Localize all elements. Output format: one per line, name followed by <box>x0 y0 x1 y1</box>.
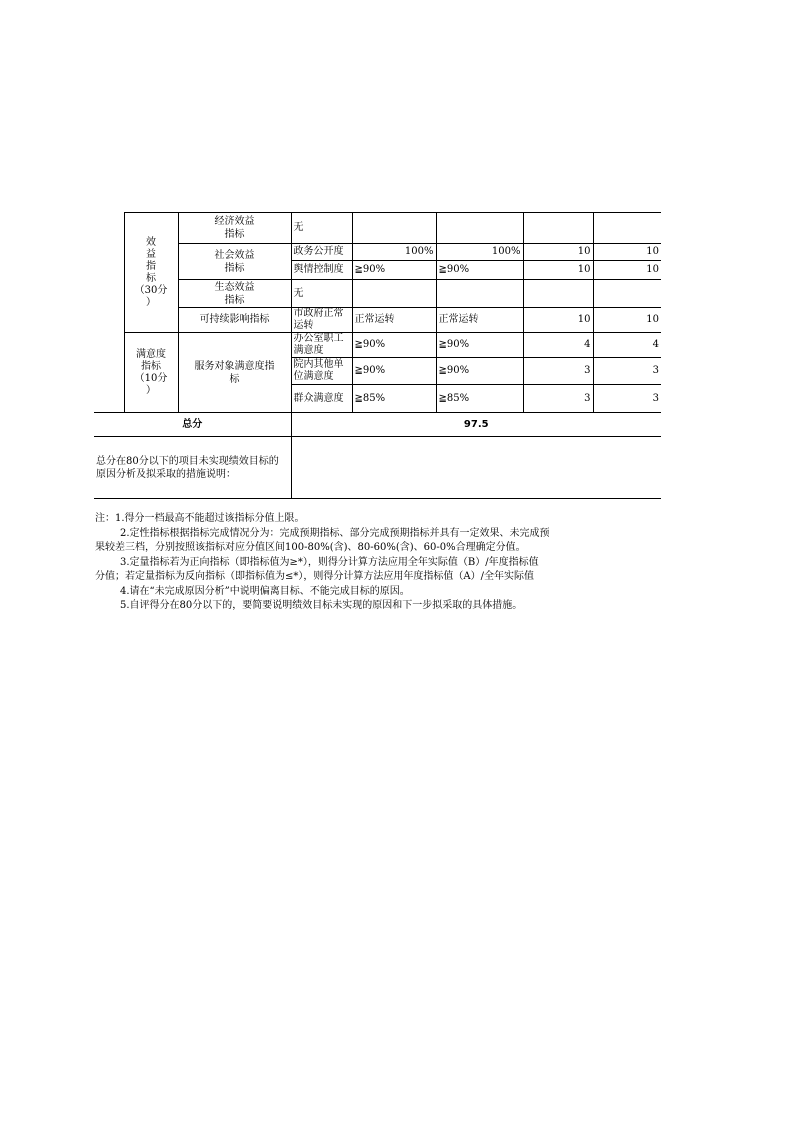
ecological-indicator-label: 生态效益 指标 <box>214 281 255 306</box>
benefit-group-line: 效 <box>146 236 156 248</box>
actual-cell <box>436 213 523 244</box>
note-line: 3.定量指标若为正向指标（即指标值为≥*），则得分计算方法应用全年实际值（B）/年度指标值 <box>120 556 539 568</box>
target-cell: ≧85% <box>352 385 436 413</box>
note-line: 注：1.得分一档最高不能超过该指标分值上限。 <box>95 513 305 524</box>
actual-cell: ≧90% <box>436 333 523 358</box>
target-cell <box>352 213 436 244</box>
weight-cell <box>523 213 593 244</box>
sub-indicator-cell: 政务公开度 <box>291 244 352 261</box>
social-indicator-label: 社会效益 指标 <box>214 249 255 274</box>
actual-cell: 正常运转 <box>436 308 523 333</box>
actual-cell: 100% <box>436 244 523 261</box>
actual-cell: ≧90% <box>436 261 523 280</box>
notes <box>95 512 667 614</box>
benefit-group-line: 指 <box>146 260 156 272</box>
sustainable-indicator-cell: 可持续影响指标 <box>178 308 291 333</box>
table-row <box>94 213 661 244</box>
sub-indicator-cell: 无 <box>291 280 352 308</box>
weight-cell <box>523 280 593 308</box>
performance-table <box>94 212 661 499</box>
note-line: 果较差三档，分别按照该指标对应分值区间100-80%(含)、80-60%(含)、60-0%合理确定分值。 <box>95 542 526 553</box>
actual-cell: ≧85% <box>436 385 523 413</box>
blank-left-column <box>94 213 124 413</box>
score-cell: 10 <box>593 261 661 280</box>
sub-indicator-cell: 群众满意度 <box>291 385 352 413</box>
benefit-group-line: ） <box>146 296 156 308</box>
score-cell: 10 <box>593 244 661 261</box>
sub-indicator-cell: 舆情控制度 <box>291 261 352 280</box>
benefit-group-line: （30分 <box>134 284 168 296</box>
target-cell: 100% <box>352 244 436 261</box>
score-cell <box>593 213 661 244</box>
table-row <box>94 280 661 308</box>
target-cell: 正常运转 <box>352 308 436 333</box>
note-line: 2.定性指标根据指标完成情况分为：完成预期指标、部分完成预期指标并具有一定效果、未完成预 <box>120 527 550 539</box>
target-cell: ≧90% <box>352 261 436 280</box>
satisfaction-group-line: 满意度 <box>136 348 166 360</box>
score-cell: 4 <box>593 333 661 358</box>
satisfaction-indicator-group <box>124 333 178 413</box>
satisfaction-group-line: 指标 <box>141 360 161 372</box>
table-row <box>94 333 661 358</box>
benefit-group-line: 益 <box>146 248 156 260</box>
sub-indicator-label: 市政府正常 运转 <box>293 308 344 331</box>
reason-label-text: 总分在80分以下的项目未实现绩效目标的原因分析及拟采取的措施说明： <box>96 455 279 480</box>
reason-row <box>94 437 661 499</box>
table-row <box>94 308 661 333</box>
social-indicator-cell <box>178 244 291 280</box>
note-line: 4.请在“未完成原因分析”中说明偏离目标、不能完成目标的原因。 <box>120 585 410 597</box>
actual-cell <box>436 280 523 308</box>
table-row <box>94 244 661 261</box>
target-cell: ≧90% <box>352 358 436 385</box>
score-cell: 3 <box>593 385 661 413</box>
satisfaction-group-line: ） <box>146 384 156 396</box>
weight-cell: 3 <box>523 385 593 413</box>
target-cell <box>352 280 436 308</box>
benefit-indicator-group <box>124 213 178 333</box>
score-cell: 10 <box>593 308 661 333</box>
economic-indicator-label: 经济效益 指标 <box>214 216 255 240</box>
total-value: 97.5 <box>291 413 661 437</box>
target-cell: ≧90% <box>352 333 436 358</box>
weight-cell: 10 <box>523 261 593 280</box>
service-satisfaction-label: 服务对象满意度指 标 <box>194 360 275 385</box>
weight-cell: 10 <box>523 244 593 261</box>
total-row <box>94 413 661 437</box>
score-cell <box>593 280 661 308</box>
sub-indicator-label: 院内其他单 位满意度 <box>293 359 344 382</box>
sub-indicator-label: 办公室职工 满意度 <box>293 333 344 356</box>
sub-indicator-cell: 无 <box>291 213 352 244</box>
total-label: 总分 <box>94 413 291 437</box>
weight-cell: 3 <box>523 358 593 385</box>
sub-indicator-cell <box>291 333 352 358</box>
score-cell: 3 <box>593 358 661 385</box>
sub-indicator-cell <box>291 308 352 333</box>
note-line: 分值；若定量指标为反向指标（即指标值为≤*），则得分计算方法应用年度指标值（A）/全年实际值 <box>95 571 534 582</box>
sub-indicator-cell <box>291 358 352 385</box>
actual-cell: ≧90% <box>436 358 523 385</box>
reason-label <box>94 437 291 499</box>
weight-cell: 4 <box>523 333 593 358</box>
weight-cell: 10 <box>523 308 593 333</box>
service-satisfaction-cell <box>178 333 291 413</box>
benefit-group-line: 标 <box>146 272 156 284</box>
note-line: 5.自评得分在80分以下的，要简要说明绩效目标未实现的原因和下一步拟采取的具体措施。 <box>120 600 523 611</box>
satisfaction-group-line: （10分 <box>134 372 168 384</box>
ecological-indicator-cell <box>178 280 291 308</box>
economic-indicator-cell <box>178 213 291 244</box>
reason-value <box>291 437 661 499</box>
